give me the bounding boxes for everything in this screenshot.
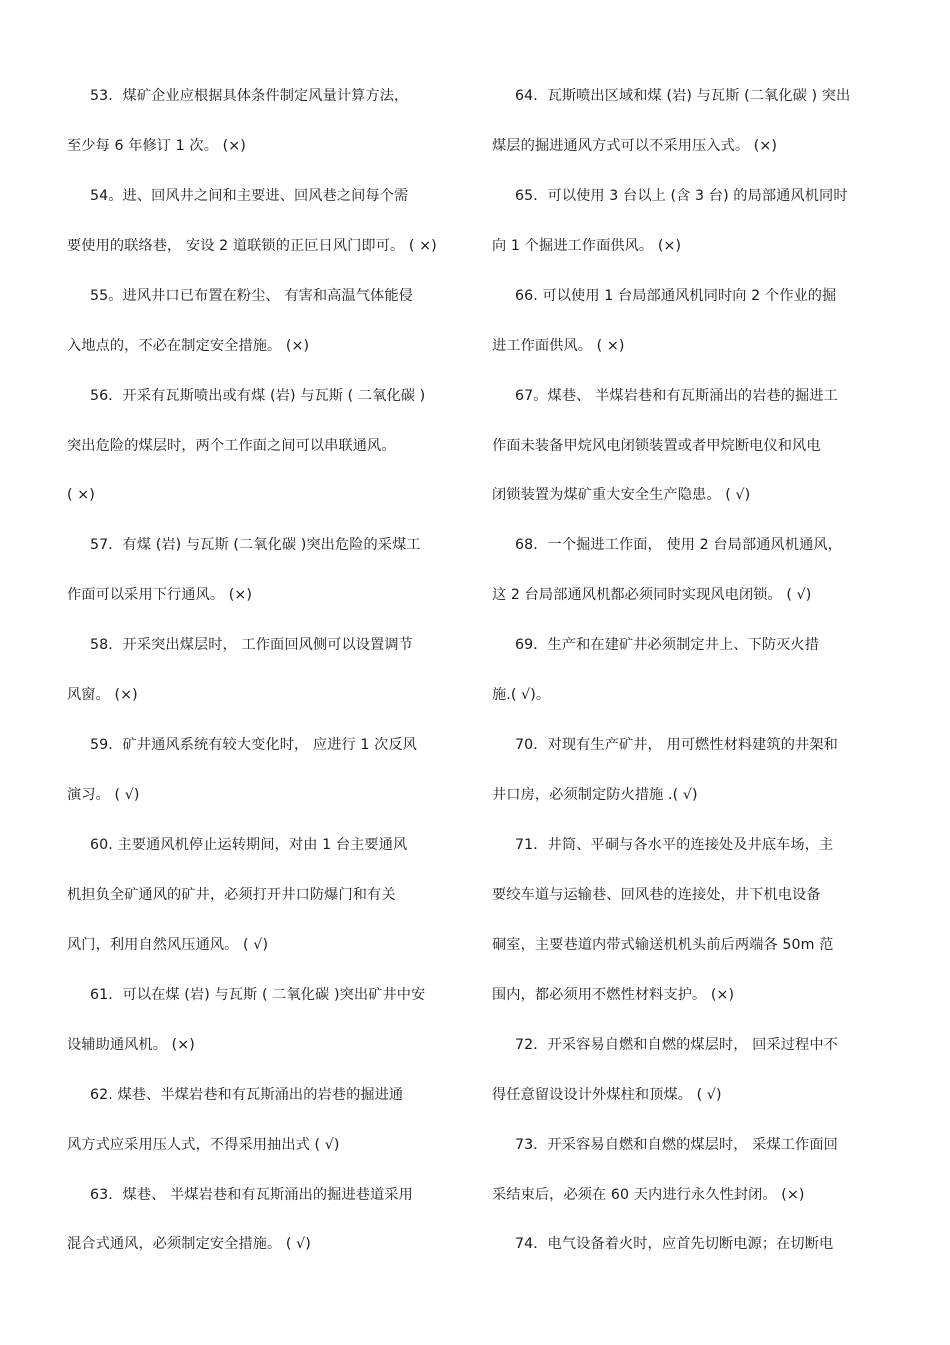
question-text: 57．有煤 (岩) 与瓦斯 (二氧化碳 )突出危险的采煤工	[90, 537, 421, 554]
question-text: 54。进、回风井之间和主要进、回风巷之间每个需	[90, 187, 409, 204]
question-text: 68．一个掘进工作面， 使用 2 台局部通风机通风，	[515, 537, 842, 554]
question-text: 60. 主要通风机停止运转期间，对由 1 台主要通风	[90, 837, 408, 853]
question-continuation: 煤层的掘进通风方式可以不采用压入式。 (×)	[492, 137, 778, 154]
question-continuation: 风门，利用自然风压通风。 ( √)	[67, 936, 269, 953]
question-continuation: 风窗。 (×)	[67, 687, 138, 704]
question-continuation: 闭锁装置为煤矿重大安全生产隐患。 ( √)	[492, 487, 751, 504]
question-continuation: 机担负全矿通风的矿井，必须打开井口防爆门和有关	[67, 886, 396, 903]
question-text: 67。煤巷、 半煤岩巷和有瓦斯涌出的岩巷的掘进工	[515, 387, 838, 404]
question-text: 71．井筒、平硐与各水平的连接处及井底车场，主	[515, 837, 834, 853]
question-text: 66. 可以使用 1 台局部通风机同时向 2 个作业的掘	[515, 287, 837, 304]
question-continuation: 井口房，必须制定防火措施 .( √)	[492, 787, 698, 803]
question-continuation: 突出危险的煤层时，两个工作面之间可以串联通风。	[67, 437, 396, 454]
question-continuation: 施.( √)。	[492, 687, 551, 704]
question-text: 58．开采突出煤层时， 工作面回风侧可以设置调节	[90, 637, 413, 654]
question-continuation: 这 2 台局部通风机都必须同时实现风电闭锁。 ( √)	[492, 587, 812, 604]
question-text: 61．可以在煤 (岩) 与瓦斯 ( 二氧化碳 )突出矿井中安	[90, 986, 426, 1003]
question-continuation: 围内，都必须用不燃性材料支护。 (×)	[492, 986, 735, 1003]
question-text: 59．矿井通风系统有较大变化时， 应进行 1 次反风	[90, 737, 417, 754]
question-text: 70．对现有生产矿井， 用可燃性材料建筑的井架和	[515, 737, 838, 754]
question-continuation: 作面可以采用下行通风。 (×)	[67, 587, 253, 604]
left-column	[67, 0, 487, 1345]
question-continuation: 作面未装备甲烷风电闭锁装置或者甲烷断电仪和风电	[492, 437, 821, 454]
question-text: 62. 煤巷、半煤岩巷和有瓦斯涌出的岩巷的掘进通	[90, 1086, 404, 1103]
question-text: 56．开采有瓦斯喷出或有煤 (岩) 与瓦斯 ( 二氧化碳 )	[90, 387, 426, 404]
question-text: 73．开采容易自燃和自燃的煤层时， 采煤工作面回	[515, 1136, 838, 1153]
question-text: 65．可以使用 3 台以上 (含 3 台) 的局部通风机同时	[515, 187, 848, 204]
question-text: 74．电气设备着火时，应首先切断电源；在切断电	[515, 1236, 834, 1253]
question-continuation: 硐室，主要巷道内带式输送机机头前后两端各 50m 范	[492, 936, 834, 953]
question-text: 69．生产和在建矿井必须制定井上、下防灭火措	[515, 637, 820, 654]
question-continuation: 得任意留设设计外煤柱和顶煤。 ( √)	[492, 1086, 722, 1103]
question-continuation: 风方式应采用压人式，不得采用抽出式 ( √)	[67, 1136, 340, 1153]
question-continuation: 要使用的联络巷， 安设 2 道联锁的正叵日风门即可。 ( ×)	[67, 237, 437, 254]
right-column	[492, 0, 912, 1345]
question-continuation: 要绞车道与运输巷、回风巷的连接处，井下机电设备	[492, 886, 821, 903]
question-continuation: 混合式通风，必须制定安全措施。 ( √)	[67, 1236, 311, 1253]
question-text: 63．煤巷、 半煤岩巷和有瓦斯涌出的掘进巷道采用	[90, 1186, 413, 1203]
question-continuation: 设辅助通风机。 (×)	[67, 1036, 195, 1053]
question-continuation: 进工作面供风。 ( ×)	[492, 337, 625, 354]
question-continuation: ( ×)	[67, 487, 95, 504]
question-text: 53．煤矿企业应根据具体条件制定风量计算方法，	[90, 88, 409, 104]
question-continuation: 向 1 个掘进工作面供风。 (×)	[492, 237, 682, 254]
question-continuation: 至少每 6 年修订 1 次。 (×)	[67, 137, 246, 154]
question-continuation: 采结束后，必须在 60 天内进行永久性封闭。 (×)	[492, 1186, 805, 1203]
question-text: 72．开采容易自燃和自燃的煤层时， 回采过程中不	[515, 1036, 838, 1053]
question-continuation: 入地点的，不必在制定安全措施。 (×)	[67, 337, 310, 354]
question-continuation: 演习。 ( √)	[67, 787, 140, 803]
question-text: 55。进风井口已布置在粉尘、 有害和高温气体能侵	[90, 287, 413, 304]
question-text: 64．瓦斯喷出区域和煤 (岩) 与瓦斯 (二氧化碳 ) 突出	[515, 88, 851, 104]
